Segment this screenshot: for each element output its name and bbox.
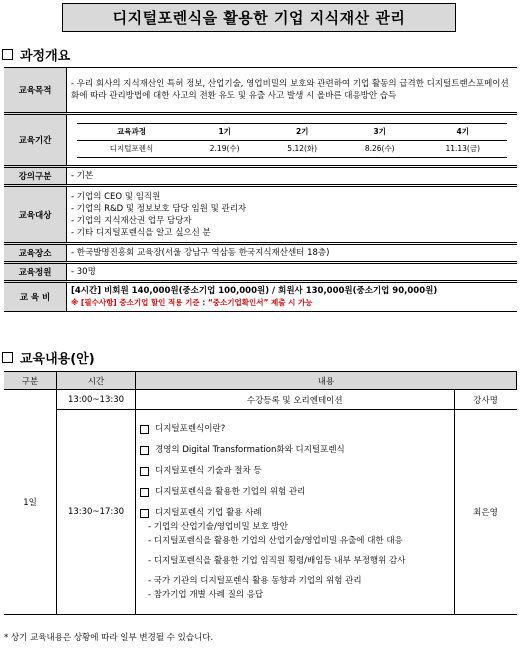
period-date-2: 5.12(화) — [263, 140, 341, 157]
sub-list-item: - 국가 기관의 디지털포렌식 활용 동향과 기업의 위험 관리 — [148, 576, 362, 586]
purpose-value: - 우리 회사의 지식재산인 특허 정보, 산업기술, 영업비밀의 보호와 관련하여 기업 활동의 급격한 디지털트랜스포메이션화에 따라 관리방법에 대한 사고의 전환 유도 및 유출 사고 발생 시 올바른 대응방안 습득 — [67, 68, 518, 114]
type-label: 강의구분 — [4, 167, 67, 186]
schedule-table — [4, 371, 517, 615]
schedule-speaker: 강사명 — [454, 390, 517, 410]
period-header-4: 4기 — [418, 123, 507, 140]
checkbox-square-icon — [140, 509, 149, 518]
place-row — [4, 244, 517, 263]
sub-list-item: - 참가기업 개별 사례 질의 응답 — [148, 590, 264, 600]
purpose-label: 교육목적 — [4, 68, 67, 114]
square-bullet-icon — [2, 352, 13, 363]
sub-list-item: - 디지털포렌식을 활용한 기업의 산업기술/영업비밀 유출에 대한 대응 — [148, 536, 403, 546]
fee-note: ※ [필수사항] 중소기업 할인 적용 기준 : “중소기업확인서” 제출 시 가능 — [71, 298, 313, 307]
section-content-heading — [2, 348, 95, 367]
checkbox-square-icon — [140, 488, 149, 497]
type-row — [4, 167, 517, 186]
schedule-time: 13:30~17:30 — [57, 410, 136, 615]
capacity-row — [4, 263, 517, 282]
section-overview-title: 과정개요 — [20, 49, 71, 64]
fee-label: 교 육 비 — [4, 282, 67, 312]
schedule-header-content: 내용 — [136, 372, 517, 390]
sub-list-item: - 디지털포렌식을 활용한 기업 임직원 횡령/배임등 내부 부정행위 감사 — [148, 556, 406, 566]
list-item: 디지털포렌식 기업 활용 사례 — [140, 507, 450, 519]
period-date-1: 2.19(수) — [186, 140, 264, 157]
fee-row — [4, 282, 517, 312]
target-item: - 기업의 지식재산권 업무 담당자 — [71, 215, 192, 226]
checkbox-square-icon — [140, 467, 149, 476]
schedule-header-division: 구분 — [4, 372, 57, 390]
checkbox-square-icon — [140, 425, 149, 434]
target-item: - 기업의 CEO 및 임직원 — [71, 191, 161, 202]
place-value: - 한국발명진흥회 교육장(서울 강남구 역삼동 한국지식재산센터 18층) — [67, 244, 518, 263]
period-label: 교육기간 — [4, 114, 67, 167]
place-label: 교육장소 — [4, 244, 67, 263]
schedule-speaker: 최은영 — [454, 410, 517, 615]
schedule-header-row — [4, 372, 517, 390]
period-header-2: 2기 — [263, 123, 341, 140]
period-row — [4, 114, 517, 167]
target-row — [4, 186, 517, 244]
period-data-row — [77, 140, 507, 157]
period-header-3: 3기 — [341, 123, 419, 140]
list-item: 디지털포렌식 기술과 절차 등 — [140, 465, 450, 477]
target-label: 교육대상 — [4, 186, 67, 244]
list-item: 경영의 Digital Transformation화와 디지털포렌식 — [140, 444, 450, 456]
schedule-row — [4, 410, 517, 615]
overview-table — [4, 67, 517, 312]
period-schedule-table — [77, 123, 507, 158]
schedule-day: 1일 — [4, 390, 57, 615]
target-item: - 기타 디지털포렌식을 알고 싶으신 분 — [71, 227, 211, 238]
section-content-title: 교육내용(안) — [20, 352, 95, 367]
square-bullet-icon — [2, 49, 13, 60]
schedule-header-time: 시간 — [57, 372, 136, 390]
purpose-row — [4, 68, 517, 114]
capacity-value: - 30명 — [67, 263, 518, 282]
period-date-3: 8.26(수) — [341, 140, 419, 157]
schedule-content: 수강등록 및 오리엔테이션 — [136, 390, 455, 410]
checkbox-square-icon — [140, 446, 149, 455]
page-title: 디지털포렌식을 활용한 기업 지식재산 관리 — [62, 3, 456, 32]
period-date-4: 11.13(금) — [418, 140, 507, 157]
period-header-course: 교육과정 — [77, 123, 186, 140]
sub-list-item: - 기업의 산업기술/영업비밀 보호 방안 — [148, 522, 288, 532]
schedule-content-list — [136, 410, 455, 615]
period-header-row — [77, 123, 507, 140]
capacity-label: 교육정원 — [4, 263, 67, 282]
fee-value: [4시간] 비회원 140,000원(중소기업 100,000원) / 회원사 130,000원(중소기업 90,000원) — [71, 286, 438, 296]
list-item: 디지털포렌식을 활용한 기업의 위험 관리 — [140, 486, 450, 498]
section-overview-heading — [2, 45, 70, 64]
period-header-1: 1기 — [186, 123, 264, 140]
list-item: 디지털포렌식이란? — [140, 423, 450, 435]
footnote: * 상기 교육내용은 상황에 따라 일부 변경될 수 있습니다. — [4, 633, 214, 643]
type-value: - 기본 — [67, 167, 518, 186]
schedule-time: 13:00~13:30 — [57, 390, 136, 410]
target-item: - 기업의 R&D 및 정보보호 담당 임원 및 관리자 — [71, 203, 247, 214]
period-course-name: 디지털포렌식 — [77, 140, 186, 157]
schedule-row — [4, 390, 517, 410]
